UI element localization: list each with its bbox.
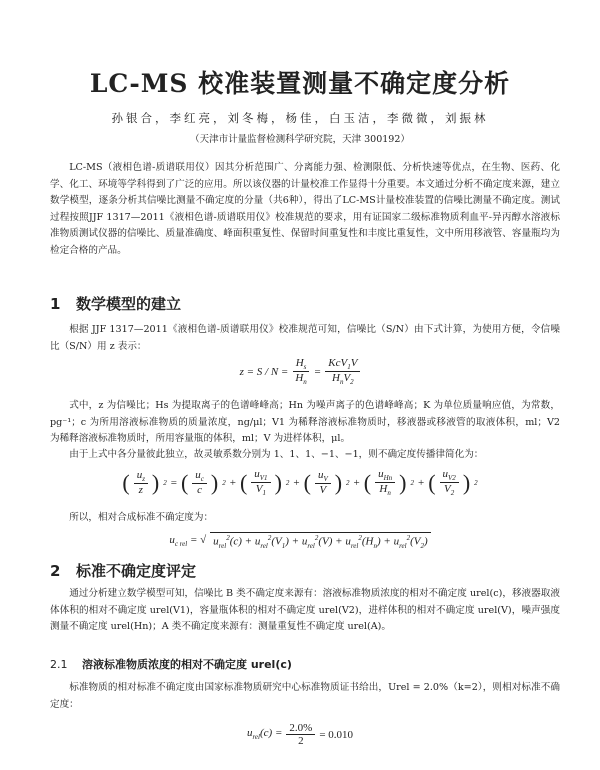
section-2-1-heading: [50, 656, 292, 672]
fraction-numerator: 2.0%: [286, 722, 315, 735]
section-2-intro: 通过分析建立数学模型可知，信噪比 B 类不确定度来源有：溶液标准物质浓度的相对不确定度 urel(c)，移液器取液体体积的相对不确定度 urel(V1)，容量瓶体积的相对不确定度 urel(V2)，进样体积的相对不确定度 urel(V)，噪声强度测量不确定度 urel(Hn)；A 类不确定度来源有：测量重复性不确定度 urel(A)。: [50, 588, 560, 632]
section-number: 2: [50, 562, 61, 580]
equation-signal-noise: z = S / N = $\frac{H_s}{H_n}$ = $\frac{KcV_1V}{H_nV_2}$: [0, 357, 600, 386]
section-title: 溶液标准物质浓度的相对不确定度 urel(c): [82, 658, 292, 671]
variable-definitions: 式中，z 为信噪比；Hs 为提取离子的色谱峰峰高；Hn 为噪声离子的色谱峰峰高；K 为单位质量响应值，为常数，pg⁻¹；c 为所用溶液标准物质的质量浓度，ng/μl；V1 为稀释溶液标准物质时，移液器或移液管的取液体积，ml；V2 为稀释溶液标准物质时，所用容量瓶的体积，ml；V 为进样体积，μl。: [50, 400, 560, 444]
equation-propagation: ( $\frac{u_z}{z}$ ) 2 = ( $\frac{u_c}{c}$ ) 2 + ( $\frac{u_{V1}}{V_1}$ ) 2 + ( $\frac{u_V}{V}$ ) 2 + ( $\frac{u_{Hn}}{H_n}$ ) 2 + ( $\frac{u_{V2}}{V_2}$ ) 2: [122, 468, 478, 498]
affiliation: （天津市计量监督检测科学研究院，天津 300192）: [190, 134, 410, 145]
section-title: 数学模型的建立: [76, 295, 182, 313]
section-title: 标准不确定度评定: [76, 562, 197, 580]
combined-uncertainty-intro: 所以，相对合成标准不确定度为：: [69, 512, 214, 523]
result-value: = 0.010: [319, 728, 354, 741]
propagation-intro: 由于上式中各分量彼此独立，故灵敏系数分别为 1、1、1、−1、−1，则不确定度传播律简化为：: [69, 449, 484, 460]
section-1-intro: 根据 JJF 1317—2011《液相色谱-质谱联用仪》校准规范可知，信噪比（S/N）由下式计算，为使用方便，令信噪比（S/N）用 z 表示：: [50, 324, 560, 352]
section-number: 1: [50, 295, 61, 313]
equation-combined-uncertainty: $u_{c rel}$ = √ $u_{rel}^2(c) + u_{rel}^2(V_1) + u_{rel}^2(V) + u_{rel}^2(H_n) + u_{rel}^2(V_2)$: [0, 532, 600, 550]
paper-title: LC-MS 校准装置测量不确定度分析: [89, 69, 511, 98]
abstract-paragraph: LC-MS（液相色谱-质谱联用仪）因其分析范围广、分离能力强、检测限低、分析快速等优点，在生物、医药、化学、化工、环境等学科得到了广泛的应用。所以该仪器的计量校准工作显得十分重要。本文通过分析不确定度来源，建立数学模型，逐条分析其信噪比测量不确定度的分量（共6种），得出了LC-MS计量校准装置的信噪比测量不确定度。测试过程按照JJF 1317—2011《液相色谱-质谱联用仪》校准规范的要求，用有证国家二级标准物质利血平-异丙醇水溶液标准物质测试仪器的信噪比、质量准确度、峰面积重复性、保留时间重复性和丰度比重复性，文中所用移液管、容量瓶均为检定合格的产品。: [50, 162, 560, 256]
fraction-denominator: 2: [298, 735, 304, 747]
author-list: 孙银合，李红亮，刘冬梅，杨佳，白玉洁，李微微，刘振林: [111, 111, 489, 125]
section-2-1-text: 标准物质的相对标准不确定度由国家标准物质研究中心标准物质证书给出，Urel = 2.0%（k=2），则相对标准不确定度：: [50, 682, 560, 710]
section-number: 2.1: [50, 658, 68, 671]
section-2-heading: [50, 560, 196, 581]
equation-urel-c: $u_{rel}(c)$ = $\frac{2.0\%}{2}$ = 0.010: [246, 722, 354, 747]
section-1-heading: [50, 293, 181, 314]
